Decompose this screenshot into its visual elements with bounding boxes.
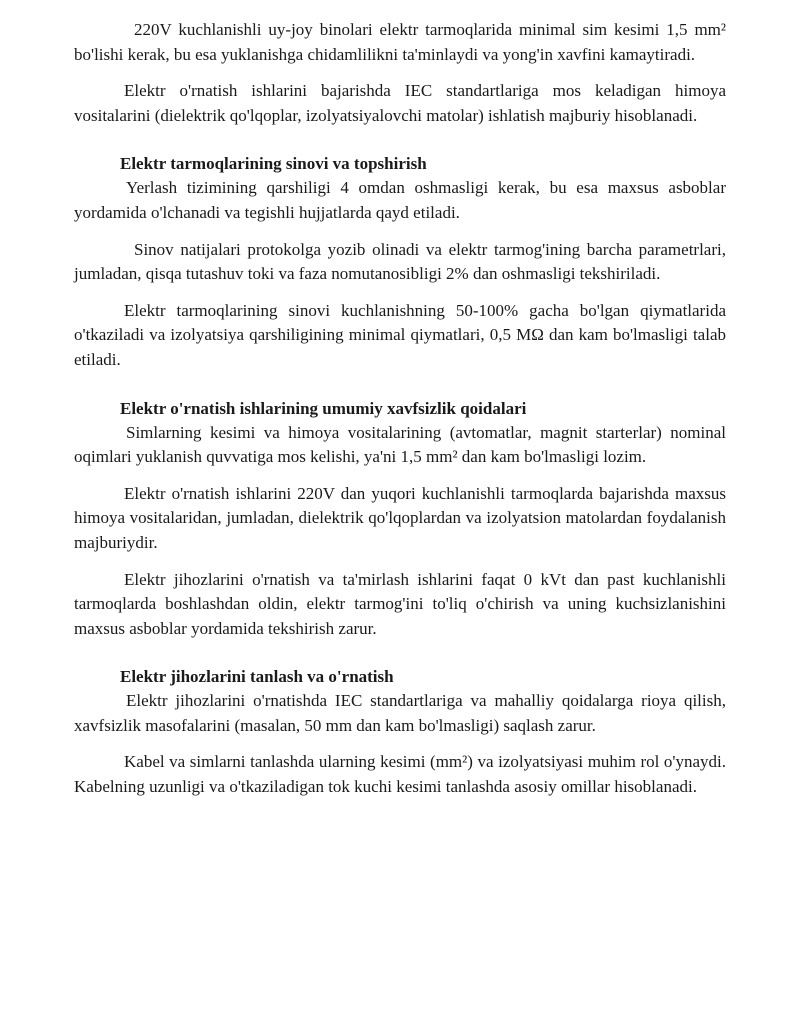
paragraph: Elektr jihozlarini o'rnatishda IEC standartlariga va mahalliy qoidalarga rioya qilish, xavfsizlik masofalarini (masalan, 50 mm dan kam bo'lmasligi) saqlash zarur. [74, 691, 726, 735]
paragraph: Elektr jihozlarini o'rnatish va ta'mirlash ishlarini faqat 0 kVt dan past kuchlanishli tarmoqlarda boshlashdan oldin, elektr tarmog'ini to'liq o'chirish va uning kuchsizlanishini maxsus asboblar yordamida tekshirish zarur. [74, 569, 726, 638]
paragraph: Elektr o'rnatish ishlarini 220V dan yuqori kuchlanishli tarmoqlarda bajarishda maxsus himoya vositalaridan, jumladan, dielektrik qo'lqoplardan va izolyatsion matolardan foydalanish majburiydir. [74, 483, 726, 552]
document-page [74, 18, 726, 812]
section-heading: Elektr tarmoqlarining sinovi va topshirish [120, 154, 427, 174]
paragraph-protective-equipment: Elektr o'rnatish ishlarini bajarishda IEC standartlariga mos keladigan himoya vositalarini (dielektrik qo'lqoplar, izolyatsiyalovchi matolar) ishlatish majburiy hisoblanadi. [74, 81, 726, 125]
paragraph: Simlarning kesimi va himoya vositalarining (avtomatlar, magnit starterlar) nominal oqimlari yuklanish quvvatiga mos kelishi, ya'ni 1,5 mm² dan kam bo'lmasligi lozim. [74, 422, 726, 467]
section-general-safety-rules [74, 397, 726, 642]
paragraph-min-wire-cross-section: 220V kuchlanishli uy-joy binolari elektr tarmoqlarida minimal sim kesimi 1,5 mm² bo'lishi kerak, bu esa yuklanishga chidamlilikni ta'minlaydi va yong'in xavfini kamaytiradi. [74, 20, 726, 64]
section-network-testing [74, 152, 726, 372]
section-heading: Elektr o'rnatish ishlarining umumiy xavfsizlik qoidalari [120, 398, 527, 418]
paragraph: Yerlash tizimining qarshiligi 4 omdan oshmasligi kerak, bu esa maxsus asboblar yordamida o'lchanadi va tegishli hujjatlarda qayd etiladi. [74, 178, 726, 222]
paragraph: Elektr tarmoqlarining sinovi kuchlanishning 50-100% gacha bo'lgan qiymatlarida o'tkaziladi va izolyatsiya qarshiligining minimal qiymatlari, 0,5 MΩ dan kam bo'lmasligi talab etiladi. [74, 300, 726, 369]
section-heading: Elektr jihozlarini tanlash va o'rnatish [120, 667, 394, 687]
paragraph: Kabel va simlarni tanlashda ularning kesimi (mm²) va izolyatsiyasi muhim rol o'ynaydi. Kabelning uzunligi va o'tkaziladigan tok kuchi kesimi tanlashda asosiy omillar hisoblanadi. [74, 752, 726, 797]
paragraph: Sinov natijalari protokolga yozib olinadi va elektr tarmog'ining barcha parametrlari, jumladan, qisqa tutashuv toki va faza nomutanosibligi 2% dan oshmasligi tekshiriladi. [74, 239, 726, 284]
section-equipment-selection [74, 665, 726, 799]
